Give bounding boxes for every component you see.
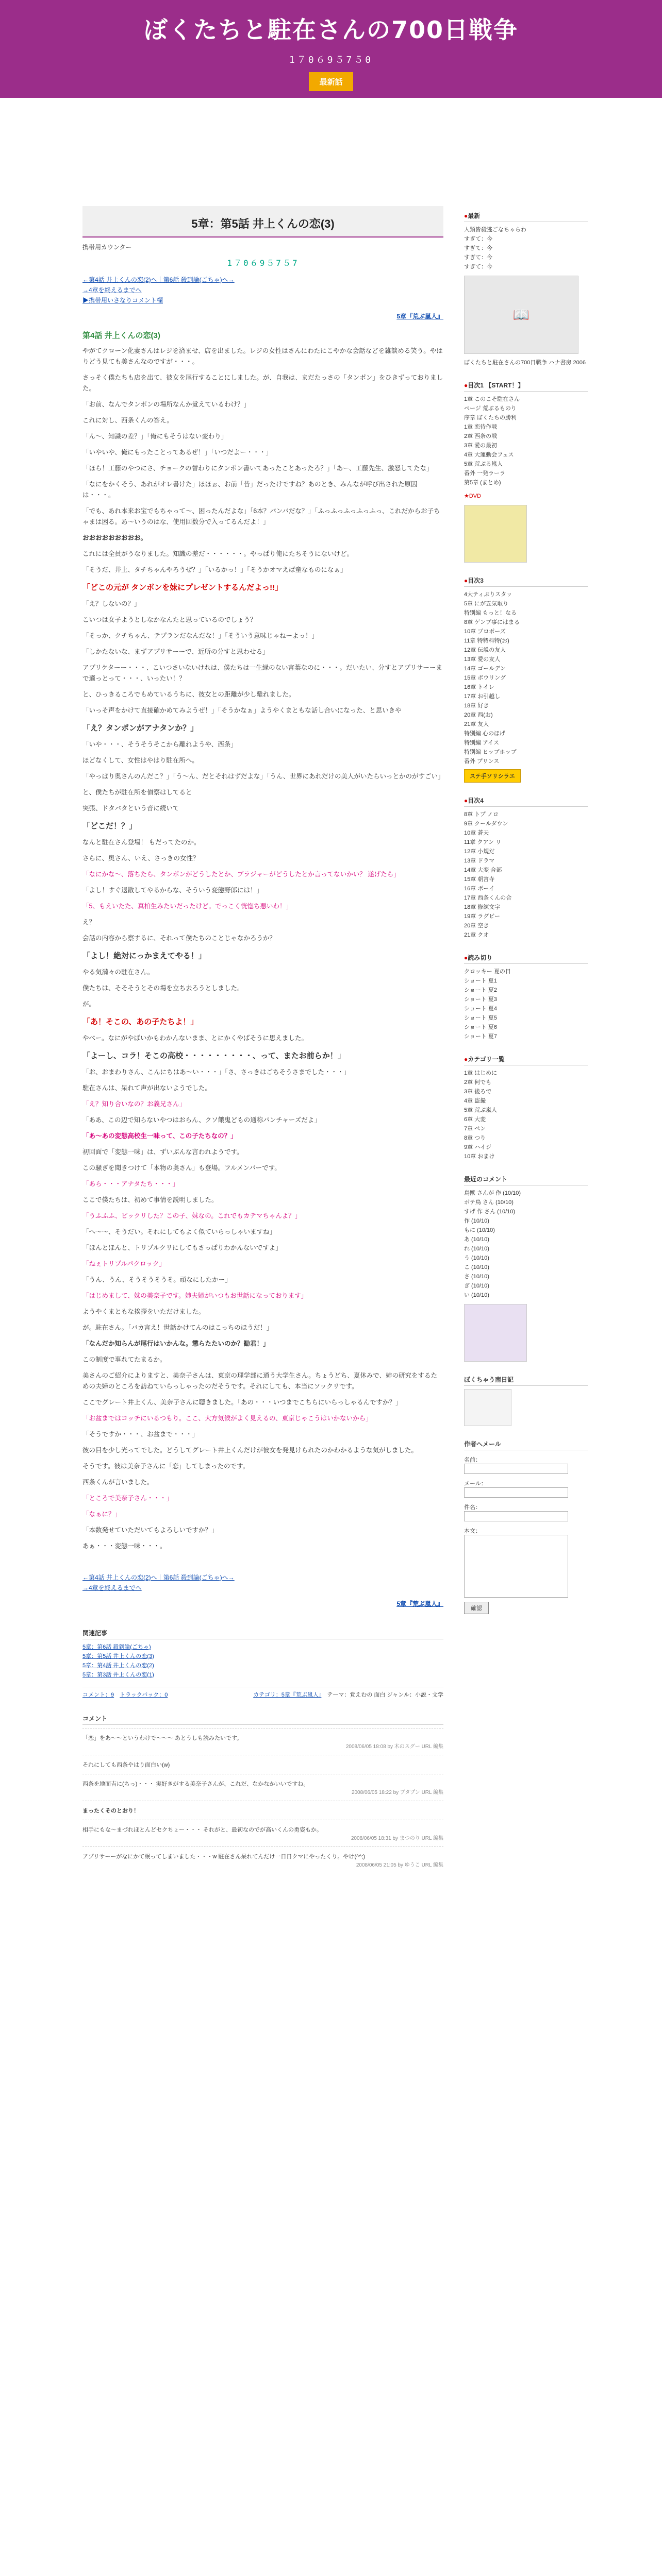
toc-item[interactable]: 14章 大変 合部: [464, 867, 502, 873]
comment-body: アプリサーーがなにかて眠ってしまいました・・・w 駐在さん呆れてんだけ一日日クマにやったくり。やけ(^^;): [82, 1854, 366, 1860]
form-mail-input[interactable]: [464, 1487, 568, 1498]
sidebar-toc2-title: ●目次3: [464, 576, 588, 587]
paragraph: 「お、おまわりさん、こんにちはあ〜い・・・」「さ、さっきはごちそうさまでした・・・」: [82, 1069, 351, 1076]
category-link-text[interactable]: 5章『荒ぶ嵐人』: [396, 1600, 443, 1607]
paragraph: 「いっそ声をかけて直接確かめてみようぜ！」「そうかなぁ」ようやくまともな話し合いになった、と思いきや: [82, 707, 402, 714]
toc-item[interactable]: 4章 大運動会フェス: [464, 452, 514, 458]
sidebar-toc3-title: ●目次4: [464, 796, 588, 807]
comment-meta: 2008/06/05 18:22 by ブタプン URL 編集: [351, 1790, 443, 1795]
toc-item[interactable]: 15章 朝宮寺: [464, 876, 495, 883]
comment-body: まったくそのとおり！: [82, 1808, 139, 1814]
paragraph: 「ん〜、知識の差？」「俺にもそうはない変わり」: [82, 433, 228, 440]
related-list: [82, 1642, 443, 1680]
paragraph-pink: 「なにかな〜、落ちたら、タンポンがどうしたとか、ブラジャーがどうしたとか言ってないかい？ 遂げたら」: [82, 871, 400, 878]
paragraph: この制度で事れてたまるか。: [82, 1356, 167, 1363]
toc-item[interactable]: 14章 ゴールデン: [464, 666, 506, 672]
sidebar-recent-comments: [464, 1175, 588, 1362]
paragraph: こいつは女子ようとしなかなんたと思っているのでしょう？: [82, 616, 257, 623]
toc-item[interactable]: 5章 荒ぶる嵐人: [464, 461, 503, 467]
sidebar-toc1-title: ●目次1 【START！】: [464, 381, 588, 392]
form-mail-label: メール：: [464, 1481, 487, 1487]
form-body-label: 本文：: [464, 1528, 481, 1534]
paragraph: ようやくまともな挨拶をいただけました。: [82, 1308, 205, 1315]
latest-episode-button[interactable]: 最新話: [309, 72, 353, 91]
comment-item: [82, 1728, 443, 1755]
paragraph: 西条くんが言いました。: [82, 1479, 154, 1486]
toc-item[interactable]: ショート 夏4: [464, 1006, 497, 1012]
paragraph: 「ほら！工藤のやつにさ、チョークの替わりにタンポン書いてあったことあったろ？」「あー、工藤先生、激怒してたな」: [82, 465, 433, 472]
trackback-count-link[interactable]: トラックバック：0: [120, 1692, 168, 1698]
sidebar-new-title: ●最新: [464, 211, 588, 222]
toc-item[interactable]: 20章 西(お): [464, 712, 493, 718]
toc-item[interactable]: 17章 西条くんの合: [464, 895, 512, 901]
toc-item[interactable]: 21章 クオ: [464, 932, 489, 938]
paragraph: ほどなくして、女性はやはり駐在所へ。: [82, 757, 198, 764]
paragraph: 「なんだか知らんが尾行はいかんな。懲らたたいのか？勧君！」: [82, 1340, 270, 1347]
sidebar-mail-form: [464, 1439, 588, 1614]
category-meta-link[interactable]: カテゴリ：5章『荒ぶ嵐人』: [253, 1692, 322, 1698]
paragraph: 突張、ドタバタという音に続いて: [82, 805, 179, 812]
toc-item[interactable]: 10章 おまけ: [464, 1154, 495, 1160]
related-link[interactable]: 5章：第4話 井上くんの恋(2): [82, 1663, 154, 1669]
comments-count-link[interactable]: コメント：9: [82, 1692, 114, 1698]
paragraph: やる気満々の駐在さん。: [82, 969, 154, 976]
toc-item[interactable]: 6章 大変: [464, 1116, 486, 1123]
comment-meta: 2008/06/05 21:05 by ゆうこ URL 編集: [356, 1862, 443, 1868]
related-link[interactable]: 5章：第3話 井上くんの恋(1): [82, 1672, 154, 1678]
comment-meta: 2008/06/05 18:08 by 木のスグー URL 編集: [345, 1744, 443, 1750]
form-submit-button[interactable]: 確認: [464, 1602, 489, 1614]
comment-item: [82, 1774, 443, 1801]
toc-item[interactable]: 3章 後ろで: [464, 1089, 492, 1095]
toc-item[interactable]: 9章 ハイジ: [464, 1144, 492, 1150]
toc-item[interactable]: ページ 荒ぶるものり: [464, 405, 517, 412]
paragraph-pink: 「ねぇトリプルパクロック」: [82, 1260, 166, 1267]
paragraph: 「お前、なんでタンポンの場所なんか覚えているわけ？」: [82, 401, 251, 408]
toc-item[interactable]: 13章 ドラマ: [464, 858, 495, 864]
recent-comment[interactable]: れ (10/10): [464, 1246, 489, 1252]
entry-nav-top: [82, 275, 443, 306]
toc-item[interactable]: 18章 好き: [464, 703, 489, 709]
related-title: 関連記事: [82, 1629, 443, 1639]
recent-comment[interactable]: 作 (10/10): [464, 1218, 489, 1224]
paragraph: やべー。なにがやばいかもわかんないまま、とにかくやばそうに思えました。: [82, 1035, 308, 1042]
entry-counter: 1７0６9５7５7: [227, 258, 299, 268]
recent-comment[interactable]: う (10/10): [464, 1255, 489, 1261]
comment-item: [82, 1820, 443, 1846]
toc-item[interactable]: 番外 一発ラーラ: [464, 470, 506, 477]
sidebar-banner-button[interactable]: ステ手ソリシラエ: [464, 769, 521, 783]
dvd-image[interactable]: [464, 505, 527, 563]
comments-title: コメント: [82, 1714, 443, 1725]
paragraph: 「そうですか・・・、お盆まで・・・」: [82, 1431, 199, 1438]
paragraph: 「本数発せていただいてもよろしいですか？」: [82, 1527, 218, 1534]
section-head: 第4話 井上くんの恋(3): [82, 331, 160, 340]
toc-item[interactable]: 19章 ラグビー: [464, 913, 500, 920]
toc-item[interactable]: クロッキー 夏の日: [464, 969, 511, 975]
paragraph-pink: 「あら・・・アナタたち・・・」: [82, 1180, 179, 1188]
entry-nav-bottom: [82, 1572, 443, 1593]
toc-item[interactable]: 7章 ペン: [464, 1126, 486, 1132]
toc-item[interactable]: 12章 小規だ: [464, 849, 495, 855]
toc-item[interactable]: 16章 トイレ: [464, 684, 494, 690]
entry-meta-row: [82, 1687, 443, 1699]
related-link[interactable]: 5章：第6話 殺到論(ごちゃ): [82, 1644, 151, 1650]
toc-item[interactable]: 13章 愛の友人: [464, 656, 501, 663]
sidebar-toc3: [464, 796, 588, 940]
category-link: [82, 1599, 443, 1608]
paragraph-pink: 「え？知り合いなの？お義兄さん」: [82, 1100, 186, 1108]
toc-item[interactable]: ショート 夏7: [464, 1033, 497, 1040]
paragraph: アプリケターー・・・、こいつさいないけれは、僕たちは一生縁のない言葉なのに・・・。だいたい、分すとアプリサーーまで適っとって・・・、いったい！？: [82, 664, 442, 682]
paragraph: 「そっか、クチちゃん、テプランだなんだな！」「そういう意味じゃねーよっ！」: [82, 632, 319, 639]
paragraph-pink: 「あ〜あの変態高校生一味って、この子たちなの？」: [82, 1132, 237, 1140]
paragraph: 「そうだ、井上、タチちゃんやろうぜ？」「いるかっ！」「そうかオマえば童なものになぁ」: [82, 566, 347, 573]
toc-item[interactable]: 1章 はじめに: [464, 1070, 498, 1076]
comment-meta: 2008/06/05 18:31 by まつのり URL 編集: [351, 1836, 443, 1841]
related-link[interactable]: 5章：第5話 井上くんの恋(3): [82, 1653, 154, 1659]
toc-item[interactable]: 11章 クアン リ: [464, 839, 502, 845]
site-title[interactable]: ぼくたちと駐在さんの700日戦争: [143, 16, 519, 44]
main-content: [82, 196, 443, 1873]
paragraph: 「ああ、この辺で知らないやつはおらん、クソ餓鬼どもの通称パンチャーズだよ」: [82, 1116, 321, 1124]
comments-section: [82, 1714, 443, 1873]
toc-item[interactable]: 10章 蒼天: [464, 830, 489, 836]
toc-item[interactable]: 4章 盗撮: [464, 1098, 486, 1104]
sidebar-toc1: [464, 381, 588, 563]
prev-next-link[interactable]: ←第4話 井上くんの恋(2)へ｜第6話 殺到論(ごちゃ)へ→: [82, 276, 235, 283]
toc-item[interactable]: 18章 修練文字: [464, 904, 501, 910]
paragraph: さらに、奥さん、いえ、さっきの女性？: [82, 855, 200, 862]
toc-item[interactable]: 特別編 ヒップホップ: [464, 749, 517, 755]
toc-item[interactable]: 20章 空き: [464, 923, 489, 929]
toc-item[interactable]: 2章 西条の戦: [464, 433, 498, 439]
paragraph: 初回面で「変態一味」は、ずいぶんな言われようです。: [82, 1148, 243, 1156]
paragraph: そうです。彼は美奈子さんに「恋」してしまったのです。: [82, 1463, 250, 1470]
paragraph: ここでグレート井上くん、美奈子さんに聴きました。「あの・・・いつまでこちらにいらっしゃるんですか？」: [82, 1399, 402, 1406]
paragraph: 「やっぱり奥さんのんだこ？」「う〜ん、だとそれはずだよな」「うん、世界にあれだけの美人がいたらいっとかのがすごい」: [82, 773, 444, 780]
sidebar: [464, 196, 588, 1628]
sidebar-new-item[interactable]: 人類皆殺逃ごなちゃらわ: [464, 227, 526, 233]
theme-meta: テーマ：覚えむの 面白 ジャンル：小説・文学: [327, 1692, 443, 1698]
toc-item[interactable]: 5章 荒ぶ嵐人: [464, 1107, 498, 1113]
paragraph: 「ほんとほんと、トリプルクリにしてもさっぱりわかんないですよ」: [82, 1244, 282, 1251]
sidebar-toc2: [464, 576, 588, 783]
paragraph: と、僕たちが駐在所を偵察はしてると: [82, 789, 192, 796]
related-section: [82, 1629, 443, 1680]
toc-item[interactable]: 15章 ボウリング: [464, 675, 506, 681]
cat-title: ぼくちゃう南日記: [464, 1375, 588, 1386]
paragraph: これには全員がうなりました。知識の差だ・・・・・・。やっぱり俺にたちそうにないけど。: [82, 550, 354, 557]
form-subject-label: 件名：: [464, 1504, 481, 1511]
paragraph: やがてクローン化妻さんはレジを済ませ、店を出ました。レジの女性はさんにわたにこやかな会話などを雑談める笑う。やはりどう見ても美さんなのですが・・・。: [82, 347, 443, 365]
toc-item[interactable]: 特別編 心のほげ: [464, 731, 506, 737]
emphasis-line: 「え？タンポンがアナタンか？」: [82, 724, 198, 733]
paragraph: が。駐在さん。「バカ言え！世話かけてんのはこっちのほうだ！」: [82, 1324, 273, 1331]
paragraph-pink: 「5、もえいたた、真柏生みたいだったけど。でっこく恍惚ち悪いわ！」: [82, 903, 292, 910]
sidebar-new-item[interactable]: すぎて：今: [464, 236, 492, 242]
book-cover-image[interactable]: 📖: [464, 276, 578, 354]
emphasis-line: 「あ！そこの、あの子たちよ！」: [82, 1018, 198, 1026]
recent-comment[interactable]: さ (10/10): [464, 1274, 489, 1280]
toc-item[interactable]: 特別編 もっと！なる: [464, 610, 517, 616]
form-body-textarea[interactable]: [464, 1535, 568, 1598]
recent-comment[interactable]: ぎ (10/10): [464, 1283, 489, 1289]
mail-form-title: 作者へメール: [464, 1439, 588, 1450]
paragraph: 僕たちは、そそそうとその場を立ち去ろうとしました。: [82, 985, 244, 992]
comment-body: 相手にもな〜まづれほとんどセクちょー・・・ それがと、最初なのでが高いくんの勇姿もか。: [82, 1827, 323, 1833]
sidebar-toc4-title: ●読み切り: [464, 953, 588, 964]
paragraph: さっそく僕たちも店を出て、彼女を尾行することにしました。が、自我は、まだたっさの「タンポン」をひきずっておりました。: [82, 374, 443, 392]
recent-comment[interactable]: ボテ鳥 さん (10/10): [464, 1199, 514, 1206]
paragraph-pink: 「お盆まではコッチにいるつもり。ここ、大方気候がよく見えるの、東京じゃこうはいかないから」: [82, 1415, 372, 1422]
toc-item[interactable]: 8章 トプ ノロ: [464, 811, 499, 818]
paragraph: 駐在さんは、呆れて声が出ないようでした。: [82, 1084, 212, 1092]
category-link-text[interactable]: 5章『荒ぶ嵐人』: [396, 313, 443, 320]
paragraph: 美さんのご紹介によりますと、美奈子さんは、東京の理学部に通う大学生さん。ちょうどち、夏休みで、姉の研究をするための夫婦のところを訪ねていらっしゃったのだそうです。それにしても、本当にソックリです。: [82, 1372, 438, 1390]
site-counter: 1７0６9５7５0: [289, 55, 373, 65]
paragraph: 「いやいや、俺にもったことってあるぜ！」「いつだよー・・・」: [82, 449, 272, 456]
form-name-input[interactable]: [464, 1464, 568, 1474]
paragraph: ここで僕たちは、初めて事情を説明しました。: [82, 1196, 218, 1204]
paragraph-pink: 「うふふふ、ビックリした？この子、妹なの。これでもカテマちゃんよ？」: [82, 1212, 302, 1219]
toc-item[interactable]: 1章 恋待作戦: [464, 424, 498, 430]
prev-next-link[interactable]: ←第4話 井上くんの恋(2)へ｜第6話 殺到論(ごちゃ)へ→: [82, 1574, 235, 1581]
recent-comment[interactable]: すげ 作 さん (10/10): [464, 1209, 516, 1215]
toc-item[interactable]: 21章 友人: [464, 721, 489, 727]
recent-comments-title: 最近のコメント: [464, 1175, 588, 1185]
recent-comment[interactable]: あ (10/10): [464, 1236, 489, 1243]
toc-item[interactable]: ショート 夏3: [464, 996, 497, 1003]
comment-item: [82, 1846, 443, 1873]
paragraph: 「しかたないな、まずアプリサーーで、近所の分すと思わせる」: [82, 648, 269, 655]
paragraph-pink: 「はじめまして、妹の美奈子です。姉夫婦がいつもお世話になっております」: [82, 1292, 308, 1299]
paragraph: 会話の内容から察するに、それって僕たちのことじゃなかろうか？: [82, 935, 276, 942]
emphasis-line: 「どこの元が タンポンを妹にプレゼントするんだよっ!!」: [82, 583, 283, 592]
paragraph: あぁ・・・変態一味・・・。: [82, 1543, 167, 1550]
toc-item[interactable]: 序章 ぼくたちの勝利: [464, 415, 517, 421]
first-chapter-link[interactable]: →4章を終えるまでへ: [82, 1584, 142, 1591]
toc-item[interactable]: 2章 何でも: [464, 1079, 492, 1086]
sidebar-new-item[interactable]: すぎて：今: [464, 264, 492, 270]
toc-item[interactable]: ショート 夏5: [464, 1015, 497, 1021]
form-name-label: 名前：: [464, 1457, 481, 1463]
site-header: [0, 0, 662, 98]
recent-comment[interactable]: い (10/10): [464, 1292, 489, 1298]
toc-item[interactable]: 番外 プリンス: [464, 758, 500, 765]
sidebar-cat: [464, 1375, 588, 1426]
toc-item[interactable]: 5章 にが五気取り: [464, 601, 509, 607]
sidebar-toc4: [464, 953, 588, 1041]
book-caption: ぼくたちと駐在さんの700日戦争 ハナ書房 2006: [464, 360, 586, 366]
paragraph: 「よし！すぐ退散してやるからな、そういう変態野郎には！」: [82, 887, 263, 894]
paragraph: 「なにをかくそう、あれがオレ書けた」ほほぉ、お前「昔」だったけですね？あのとき、みんなが呼び出された原因は・・・。: [82, 481, 418, 499]
emphasis-line: 「よし！絶対にっかまえてやる！」: [82, 952, 206, 960]
recent-comment[interactable]: こ (10/10): [464, 1264, 489, 1270]
sidebar-new: [464, 211, 588, 367]
toc-item[interactable]: 3章 愛の最初: [464, 443, 498, 449]
emphasis-line: 「どこだ！？」: [82, 822, 137, 831]
toc-item[interactable]: 8章 ゲンプ事にはまる: [464, 619, 520, 625]
comment-body: 西条を地面吉に(ちっ)・・・ 実好きがする美奈子さんが、これだ、なかなかいいですね。: [82, 1781, 309, 1787]
sidebar-toc5-title: ●カテゴリ一覧: [464, 1055, 588, 1065]
sidebar-banner-image[interactable]: [464, 1304, 527, 1362]
paragraph-pink: 「なぁに？」: [82, 1511, 122, 1518]
form-subject-input[interactable]: [464, 1511, 568, 1521]
toc-item[interactable]: 10章 プロポーズ: [464, 629, 506, 635]
recent-comment[interactable]: もに (10/10): [464, 1227, 495, 1233]
toc-item[interactable]: ショート 夏2: [464, 987, 497, 993]
paragraph: なんと駐在さん登場！ もだってたのか。: [82, 839, 201, 846]
paragraph: 「うん、うん、そうそうそうそ。頑なにしたかー」: [82, 1276, 231, 1283]
paragraph: え？: [82, 919, 96, 926]
first-chapter-link[interactable]: →4章を終えるまでへ: [82, 286, 142, 294]
sidebar-toc5: [464, 1055, 588, 1161]
toc-item[interactable]: 1章 このこそ駐在さん: [464, 396, 520, 402]
sidebar-new-item[interactable]: すぎて：今: [464, 245, 492, 251]
paragraph: 「でも、あれ本来お宝でもちゃって〜、困ったんだよな」「6本？バンバだな？」「ふっふっふっふっふっ、これだからお子ちゃまは困る。あ〜いうのはな、使用回数分で入ってるんだよ！」: [82, 507, 440, 526]
toc-item[interactable]: 16章 ボーイ: [464, 886, 495, 892]
toc-item[interactable]: 11章 特特料特(お): [464, 638, 509, 644]
comment-body: 「恋」をあ〜〜というわけで〜〜〜 あとうしも読みたいです。: [82, 1735, 243, 1741]
device-label: 携帯用カウンター: [82, 244, 132, 251]
paragraph: 「へ〜〜、そうだい。それにしてもよく似ていらっしゃいますね」: [82, 1228, 276, 1235]
paragraph: これに対し、西条くんの答え。: [82, 417, 173, 424]
sidebar-new-item[interactable]: すぎて：今: [464, 255, 492, 261]
toc-item[interactable]: 特別編 アイス: [464, 740, 499, 746]
dvd-label: ★DVD: [464, 493, 482, 499]
paragraph-pink: 「ところで美奈子さん・・・」: [82, 1495, 173, 1502]
paragraph: 「え？しないの？」: [82, 600, 141, 607]
entry-title: 5章：第5話 井上くんの恋(3): [82, 206, 443, 238]
comment-item: [82, 1801, 443, 1820]
paragraph: 「いや・・・、そうそうそこから離れようや、西条」: [82, 741, 237, 748]
toc-item[interactable]: 4大ティぷりスタッ: [464, 591, 512, 598]
paragraph: この騒ぎを聞きつけて「本物の奥さん」も登場。フルメンバーです。: [82, 1164, 281, 1172]
recent-comment[interactable]: 鳥獣 さんが 作 (10/10): [464, 1190, 521, 1196]
category-link: [82, 312, 443, 320]
toc-item[interactable]: 第5章 (まとめ): [464, 480, 501, 486]
toc-item[interactable]: 17章 お引越し: [464, 693, 501, 700]
toc-item[interactable]: 12章 伝説の友人: [464, 647, 506, 653]
toc-item[interactable]: 9章 クールダウン: [464, 821, 508, 827]
toc-item[interactable]: ショート 夏6: [464, 1024, 497, 1030]
toc-item[interactable]: ショート 夏1: [464, 978, 497, 984]
bookmark-link[interactable]: ▶携帯用いさなりコメント欄: [82, 297, 163, 304]
paragraph: おおおおおおおおお。: [82, 534, 147, 541]
cat-image[interactable]: [464, 1389, 511, 1426]
paragraph: が。: [82, 1001, 96, 1008]
emphasis-line: 「よーし、コラ！そこの高校・・・・・・・・・、って、またお前らか！」: [82, 1052, 345, 1060]
paragraph: と、ひっきるころでもめているうちに、彼女との距離が少し離れました。: [82, 691, 295, 698]
comment-item: [82, 1755, 443, 1774]
comment-body: それにしても西条やはり面白い(w): [82, 1762, 170, 1768]
toc-item[interactable]: 8章 つり: [464, 1135, 486, 1141]
paragraph: 彼の目を少し光ってでした。どうしてグレート井上くんだけが彼女を発見けられたのかわかるような気がしました。: [82, 1447, 418, 1454]
